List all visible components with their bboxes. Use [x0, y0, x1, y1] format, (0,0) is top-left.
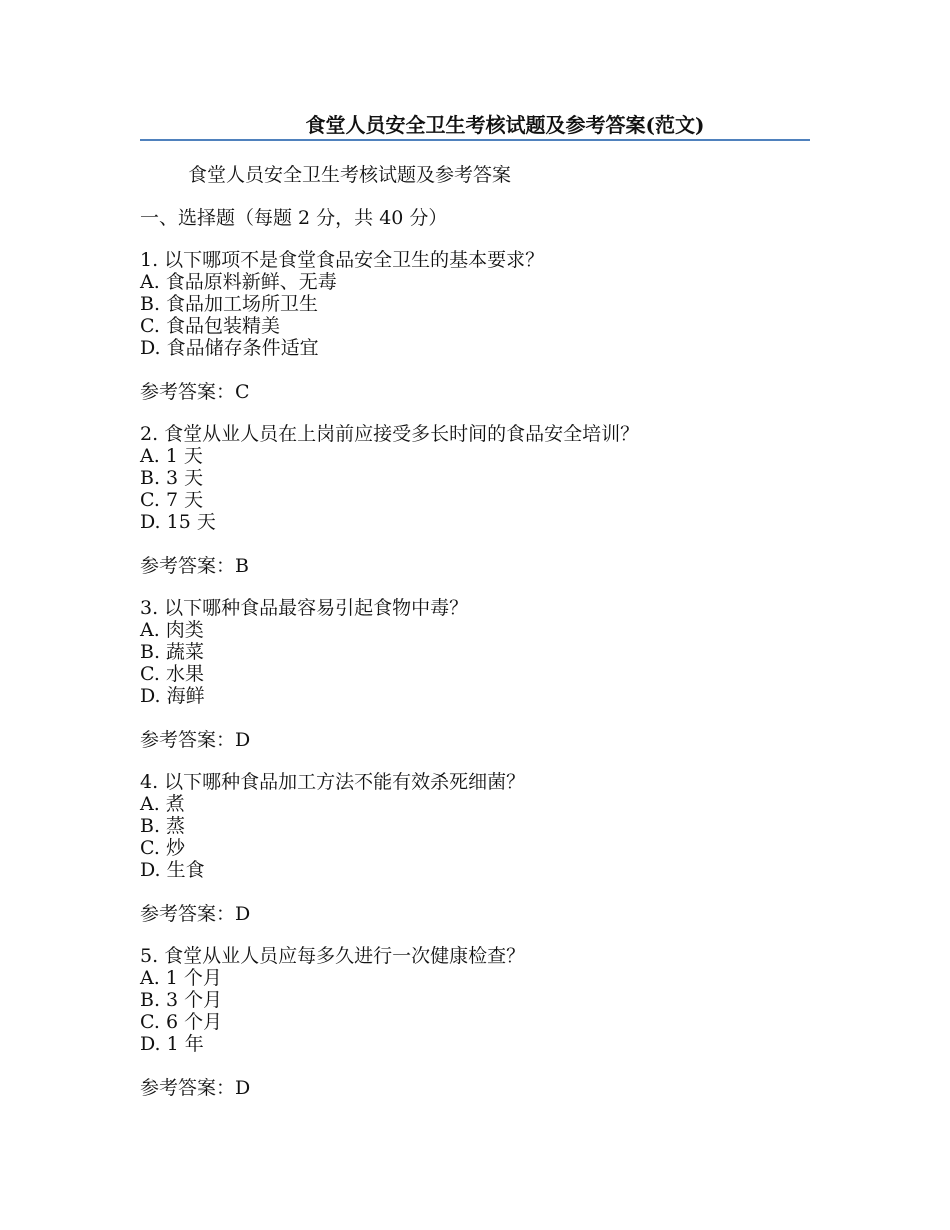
- question-text: 1. 以下哪项不是食堂食品安全卫生的基本要求？: [140, 249, 545, 271]
- option-b: B. 蔬菜: [140, 641, 205, 663]
- question-block-3: [140, 597, 820, 771]
- question-text: 5. 食堂从业人员应每多久进行一次健康检查？: [140, 945, 526, 967]
- option-b: B. 食品加工场所卫生: [140, 293, 319, 315]
- option-a: A. 食品原料新鲜、无毒: [140, 271, 337, 293]
- option-b: B. 3 天: [140, 467, 204, 489]
- option-d: D. 食品储存条件适宜: [140, 337, 319, 359]
- option-c: C. 水果: [140, 663, 204, 685]
- document-subtitle: 食堂人员安全卫生考核试题及参考答案: [188, 164, 512, 186]
- reference-answer: 参考答案：D: [140, 729, 251, 751]
- reference-answer: 参考答案：C: [140, 381, 250, 403]
- title-underline: [140, 139, 810, 141]
- option-d: D. 15 天: [140, 511, 216, 533]
- option-b: B. 蒸: [140, 815, 186, 837]
- question-block-2: [140, 423, 820, 597]
- question-text: 4. 以下哪种食品加工方法不能有效杀死细菌？: [140, 771, 526, 793]
- option-a: A. 煮: [140, 793, 185, 815]
- option-d: D. 1 年: [140, 1033, 204, 1055]
- option-d: D. 生食: [140, 859, 205, 881]
- option-c: C. 食品包装精美: [140, 315, 280, 337]
- reference-answer: 参考答案：B: [140, 555, 249, 577]
- question-block-5: [140, 945, 820, 1119]
- option-a: A. 1 个月: [140, 967, 222, 989]
- question-block-1: [140, 249, 820, 423]
- document-title: 食堂人员安全卫生考核试题及参考答案(范文): [305, 113, 705, 137]
- reference-answer: 参考答案：D: [140, 903, 251, 925]
- section-heading: 一、选择题（每题 2 分，共 40 分）: [140, 207, 448, 229]
- reference-answer: 参考答案：D: [140, 1077, 251, 1099]
- question-text: 2. 食堂从业人员在上岗前应接受多长时间的食品安全培训？: [140, 423, 640, 445]
- question-list: [140, 249, 820, 1119]
- option-c: C. 6 个月: [140, 1011, 223, 1033]
- option-c: C. 炒: [140, 837, 185, 859]
- question-block-4: [140, 771, 820, 945]
- option-d: D. 海鲜: [140, 685, 205, 707]
- option-a: A. 1 天: [140, 445, 203, 467]
- option-c: C. 7 天: [140, 489, 204, 511]
- option-a: A. 肉类: [140, 619, 204, 641]
- question-text: 3. 以下哪种食品最容易引起食物中毒？: [140, 597, 469, 619]
- option-b: B. 3 个月: [140, 989, 223, 1011]
